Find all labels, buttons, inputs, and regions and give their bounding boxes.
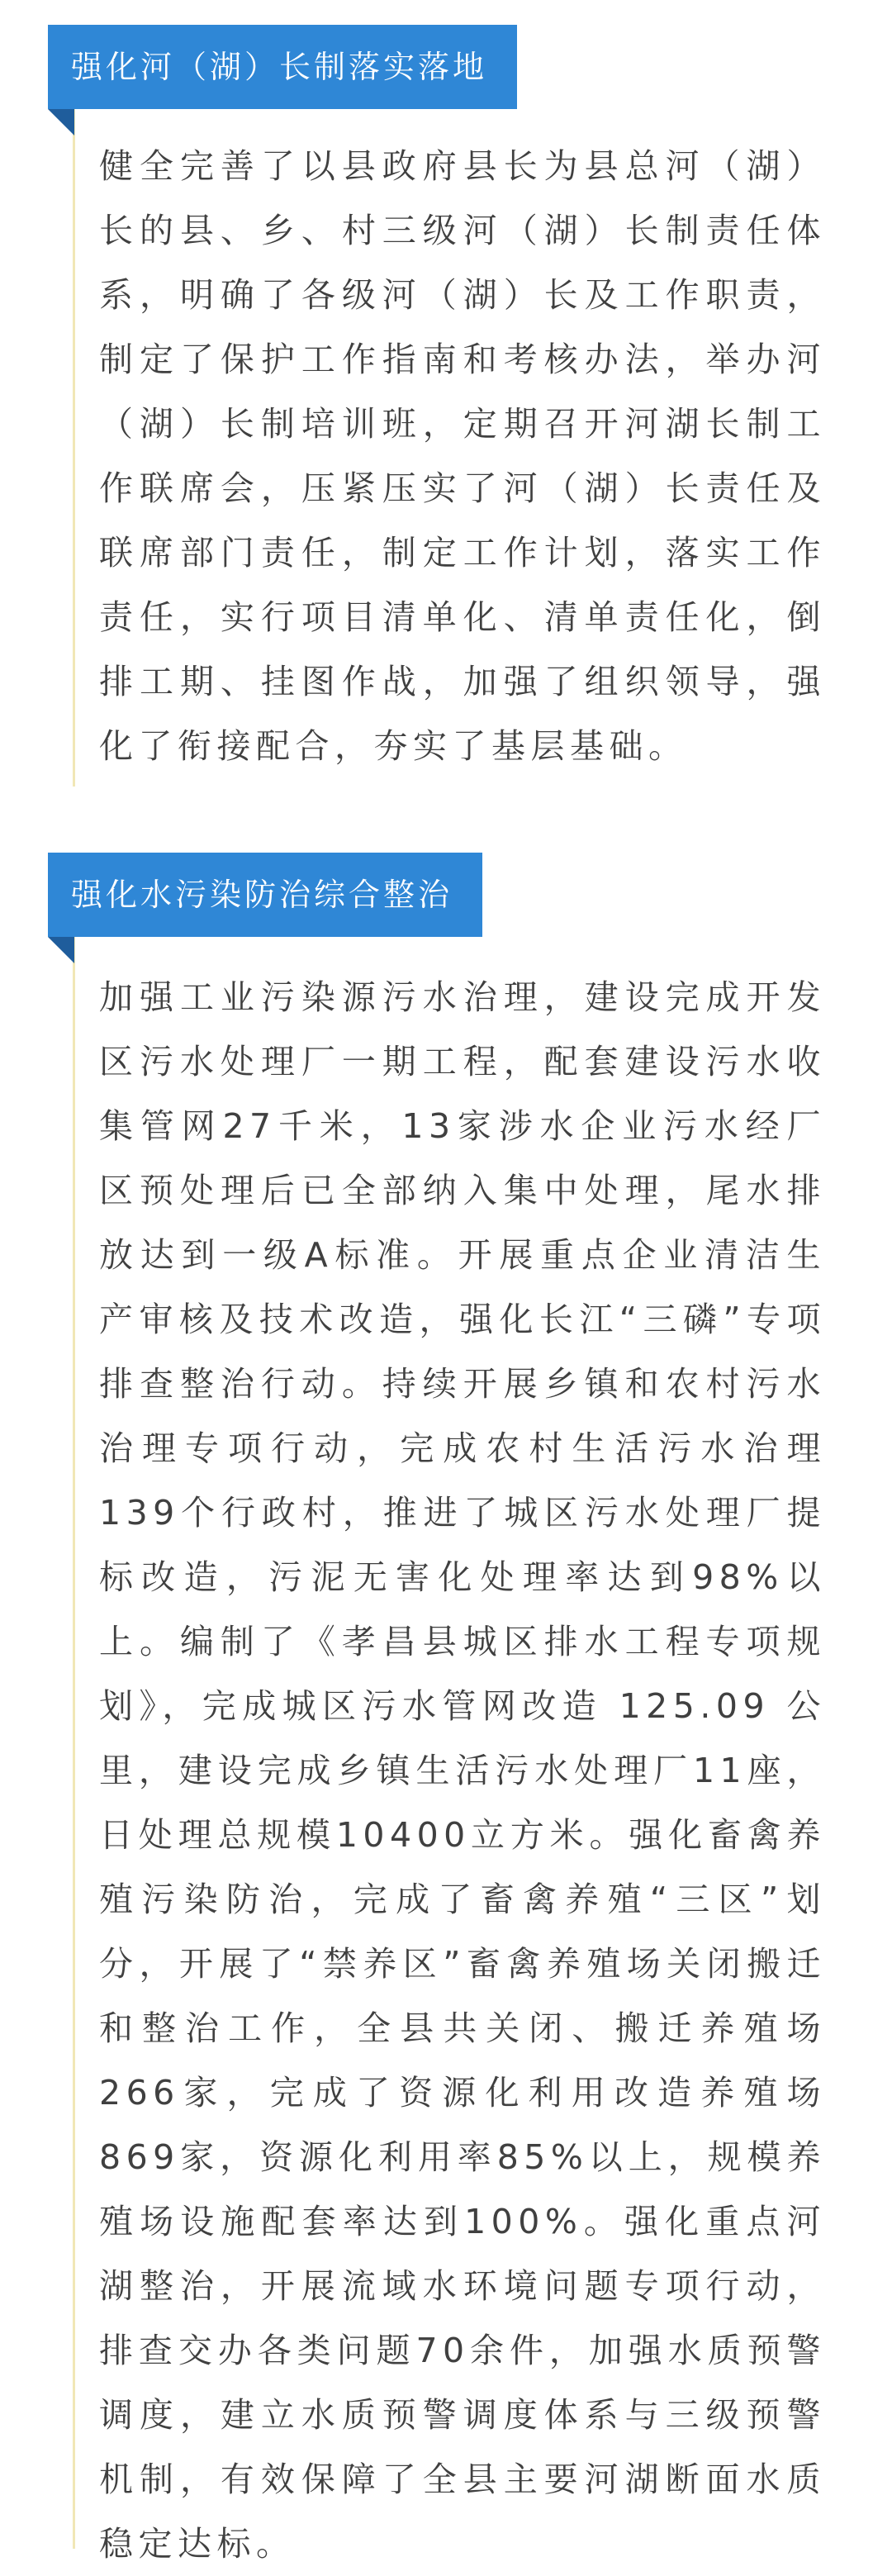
section-1-heading-fold [48, 109, 74, 135]
section-2-body: 加强工业污染源污水治理，建设完成开发区污水处理厂一期工程，配套建设污水收集管网27千米，13家涉水企业污水经厂区预处理后已全部纳入集中处理，尾水排放达到一级A标准。开展重点企业清洁生产审核及技术改造，强化长江“三磷”专项排查整治行动。持续开展乡镇和农村污水治理专项行动，完成农村生活污水治理139个行政村，推进了城区污水处理厂提标改造，污泥无害化处理率达到98%以上。编制了《孝昌县城区排水工程专项规划》，完成城区污水管网改造 125.09 公里，建设完成乡镇生活污水处理厂11座，日处理总规模10400立方米。强化畜禽养殖污染防治，完成了畜禽养殖“三区”划分，开展了“禁养区”畜禽养殖场关闭搬迁和整治工作，全县共关闭、搬迁养殖场266家，完成了资源化利用改造养殖场869家，资源化利用率85%以上，规模养殖场设施配套率达到100%。强化重点河湖整治，开展流域水环境问题专项行动，排查交办各类问题70余件，加强水质预警调度，建立水质预警调度体系与三级预警机制，有效保障了全县主要河湖断面水质稳定达标。 [99, 977, 826, 2564]
section-1-heading: 强化河（湖）长制落实落地 [48, 25, 517, 109]
section-1-body: 健全完善了以县政府县长为县总河（湖）长的县、乡、村三级河（湖）长制责任体系，明确了各级河（湖）长及工作职责，制定了保护工作指南和考核办法，举办河（湖）长制培训班，定期召开河湖长制工作联席会，压紧压实了河（湖）长责任及联席部门责任，制定工作计划，落实工作责任，实行项目清单化、清单责任化，倒排工期、挂图作战，加强了组织领导，强化了衔接配合，夯实了基层基础。 [99, 146, 826, 766]
section-2-heading-fold [48, 937, 74, 963]
section-2-rule [73, 859, 75, 2549]
section-2-heading: 强化水污染防治综合整治 [48, 853, 482, 937]
section-1-rule [73, 43, 75, 787]
